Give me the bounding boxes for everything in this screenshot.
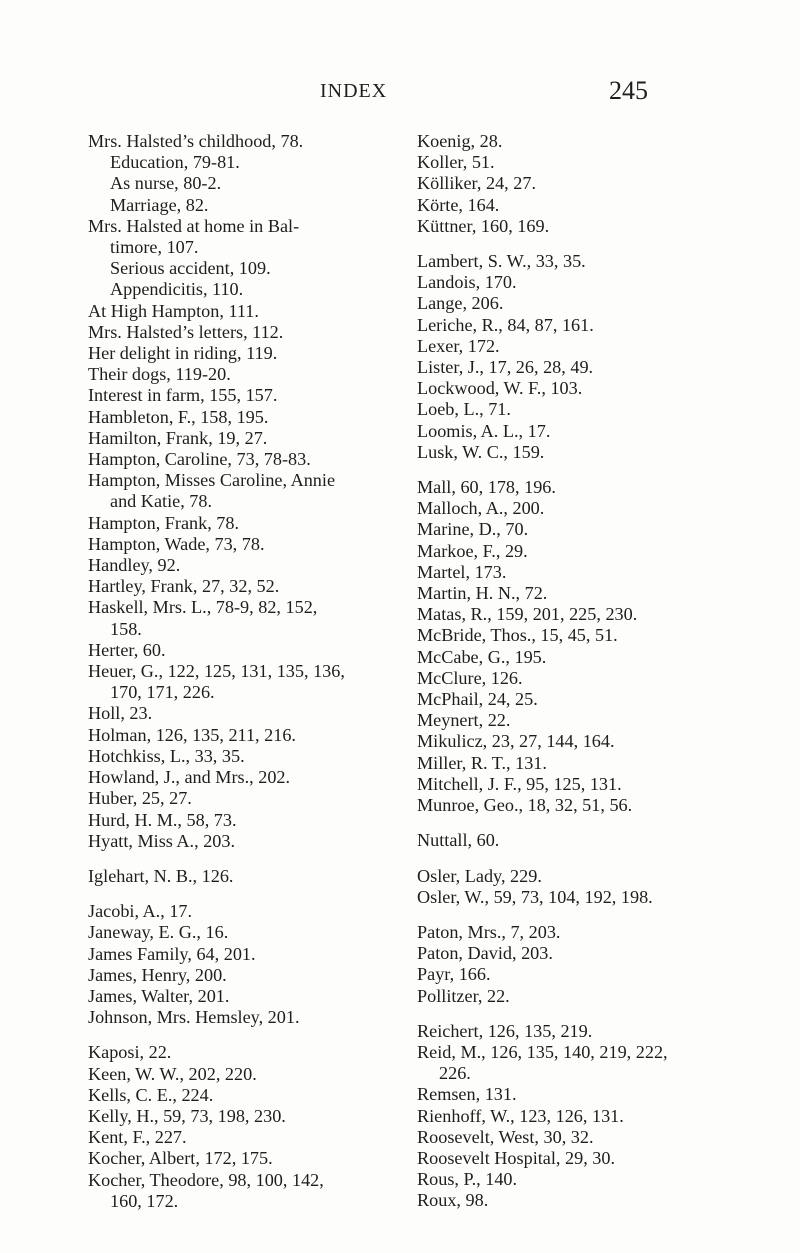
index-entry-line: Mrs. Halsted at home in Bal- (88, 215, 300, 236)
index-entry-line: Mitchell, J. F., 95, 125, 131. (417, 773, 622, 794)
index-entry (417, 647, 727, 668)
index-entry-line: Koenig, 28. (417, 131, 503, 151)
index-entry-line: Roosevelt Hospital, 29, 30. (417, 1147, 616, 1168)
index-entry-line: Janeway, E. G., 16. (88, 922, 229, 943)
index-entry-line: Handley, 92. (88, 555, 181, 576)
index-entry-line: Osler, Lady, 229. (417, 865, 542, 886)
index-entry-line: Miller, R. T., 131. (417, 752, 547, 773)
index-entry-line: Kelly, H., 59, 73, 198, 230. (88, 1105, 286, 1126)
index-entry-line: Kaposi, 22. (88, 1042, 172, 1063)
running-head (0, 76, 800, 106)
index-entry-line: Hampton, Frank, 78. (88, 512, 240, 533)
letter-group-spacer (417, 237, 727, 251)
index-entry-line: Reid, M., 126, 135, 140, 219, 222, (417, 1041, 668, 1062)
index-subentry (88, 279, 398, 300)
index-entry (417, 251, 727, 272)
index-entry-line: McCabe, G., 195. (417, 646, 547, 667)
index-entry (88, 343, 398, 364)
index-entry-line: Mall, 60, 178, 196. (417, 477, 556, 498)
index-entry-line: Leriche, R., 84, 87, 161. (417, 314, 594, 335)
index-entry-line: Hampton, Misses Caroline, Annie (88, 470, 336, 491)
index-entry (88, 746, 398, 767)
index-entry (88, 725, 398, 746)
index-entry (88, 1148, 398, 1169)
index-entry (417, 604, 727, 625)
index-entry (88, 965, 398, 986)
index-entry-line: Loeb, L., 71. (417, 399, 511, 420)
index-entry (417, 922, 727, 943)
index-entry-line: 158. (110, 618, 142, 639)
index-entry-line: Hurd, H. M., 58, 73. (88, 809, 237, 830)
index-entry-line: timore, 107. (110, 237, 199, 258)
index-entry-line: Education, 79-81. (110, 152, 240, 173)
index-entry-line: Loomis, A. L., 17. (417, 420, 551, 441)
index-entry-line: Her delight in riding, 119. (88, 343, 278, 364)
index-column-left (88, 131, 398, 1212)
index-entry-line: McBride, Thos., 15, 45, 51. (417, 625, 618, 646)
index-entry (417, 583, 727, 604)
index-entry (417, 357, 727, 378)
index-entry-line: Mikulicz, 23, 27, 144, 164. (417, 731, 615, 752)
index-entry (417, 1042, 727, 1084)
index-entry-line: Küttner, 160, 169. (417, 215, 550, 236)
index-entry-line: Johnson, Mrs. Hemsley, 201. (88, 1007, 300, 1028)
index-entry (417, 315, 727, 336)
index-entry-line: Kocher, Albert, 172, 175. (88, 1148, 273, 1169)
index-entry-line: Hampton, Caroline, 73, 78-83. (88, 449, 311, 470)
index-entry (88, 703, 398, 724)
index-entry (417, 830, 727, 851)
letter-group-spacer (88, 852, 398, 866)
index-entry (88, 428, 398, 449)
index-entry (417, 887, 727, 908)
index-column-right (417, 131, 727, 1212)
index-entry-line: Koller, 51. (417, 152, 495, 173)
index-entry (88, 534, 398, 555)
index-entry (88, 216, 398, 258)
letter-group-spacer (88, 1028, 398, 1042)
index-entry-line: Roosevelt, West, 30, 32. (417, 1126, 594, 1147)
index-entry-line: Kocher, Theodore, 98, 100, 142, (88, 1169, 324, 1190)
index-entry-line: McPhail, 24, 25. (417, 689, 538, 710)
index-entry (88, 640, 398, 661)
index-entry-line: Malloch, A., 200. (417, 498, 545, 519)
index-entry-line: Lister, J., 17, 26, 28, 49. (417, 357, 594, 378)
index-entry-line: Lockwood, W. F., 103. (417, 378, 583, 399)
index-entry-line: Heuer, G., 122, 125, 131, 135, 136, (88, 661, 345, 682)
index-entry (88, 901, 398, 922)
index-entry (417, 442, 727, 463)
index-entry-line: McClure, 126. (417, 667, 523, 688)
index-entry-line: Hambleton, F., 158, 195. (88, 406, 269, 427)
index-entry-line: James, Walter, 201. (88, 985, 230, 1006)
index-entry (417, 710, 727, 731)
index-entry-line: Rienhoff, W., 123, 126, 131. (417, 1105, 624, 1126)
index-entry (88, 322, 398, 343)
index-entry-line: Howland, J., and Mrs., 202. (88, 767, 291, 788)
index-entry-line: Remsen, 131. (417, 1084, 517, 1105)
index-entry (417, 195, 727, 216)
letter-group-spacer (88, 887, 398, 901)
index-entry-line: Marriage, 82. (110, 194, 209, 215)
index-entry (88, 555, 398, 576)
index-entry (417, 986, 727, 1007)
index-entry-line: Paton, David, 203. (417, 943, 553, 964)
index-entry-line: 226. (439, 1063, 471, 1084)
index-entry (88, 1007, 398, 1028)
index-entry (88, 767, 398, 788)
index-entry (417, 1190, 727, 1211)
index-entry (417, 173, 727, 194)
index-entry-line: Markoe, F., 29. (417, 540, 528, 561)
index-entry-line: Herter, 60. (88, 639, 166, 660)
index-entry-line: Mrs. Halsted’s letters, 112. (88, 321, 284, 342)
index-entry-line: At High Hampton, 111. (88, 300, 259, 321)
index-entry (88, 1106, 398, 1127)
index-entry-line: Lambert, S. W., 33, 35. (417, 251, 586, 272)
index-entry (417, 1106, 727, 1127)
index-entry (88, 1042, 398, 1063)
index-entry-line: Nuttall, 60. (417, 830, 500, 851)
index-entry (417, 795, 727, 816)
index-entry-line: Holman, 126, 135, 211, 216. (88, 724, 296, 745)
index-entry-line: James, Henry, 200. (88, 964, 227, 985)
index-entry (88, 576, 398, 597)
index-entry (417, 731, 727, 752)
index-entry (417, 477, 727, 498)
index-entry (417, 378, 727, 399)
index-entry (88, 470, 398, 512)
index-entry (417, 689, 727, 710)
index-entry-line: Hamilton, Frank, 19, 27. (88, 427, 268, 448)
index-entry (417, 1169, 727, 1190)
index-entry (88, 788, 398, 809)
index-subentry (88, 195, 398, 216)
index-entry-line: Hotchkiss, L., 33, 35. (88, 745, 245, 766)
index-entry-line: Reichert, 126, 135, 219. (417, 1020, 593, 1041)
index-entry (88, 866, 398, 887)
index-entry-line: and Katie, 78. (110, 491, 213, 512)
index-entry (417, 1021, 727, 1042)
index-entry (417, 753, 727, 774)
index-entry-line: Körte, 164. (417, 194, 500, 215)
index-entry-line: Payr, 166. (417, 964, 491, 985)
index-subentry (88, 152, 398, 173)
index-entry (88, 1170, 398, 1212)
index-entry-line: 170, 171, 226. (110, 682, 215, 703)
index-entry-line: Hampton, Wade, 73, 78. (88, 533, 265, 554)
index-entry (417, 336, 727, 357)
index-entry (88, 1085, 398, 1106)
index-entry (88, 364, 398, 385)
index-entry (88, 986, 398, 1007)
index-entry (88, 301, 398, 322)
index-entry-line: Landois, 170. (417, 272, 517, 293)
index-entry-line: Martel, 173. (417, 561, 507, 582)
index-entry-line: Interest in farm, 155, 157. (88, 385, 278, 406)
index-entry (88, 1127, 398, 1148)
index-entry (417, 668, 727, 689)
index-entry (88, 131, 398, 152)
index-entry (88, 597, 398, 639)
index-entry-line: Hyatt, Miss A., 203. (88, 830, 236, 851)
index-entry (88, 944, 398, 965)
index-entry-line: Serious accident, 109. (110, 258, 271, 279)
index-entry-line: Paton, Mrs., 7, 203. (417, 921, 561, 942)
index-entry (417, 272, 727, 293)
index-entry-line: Lange, 206. (417, 293, 504, 314)
index-entry (88, 661, 398, 703)
letter-group-spacer (417, 908, 727, 922)
index-entry (417, 541, 727, 562)
index-entry-line: Munroe, Geo., 18, 32, 51, 56. (417, 795, 633, 816)
index-entry (88, 922, 398, 943)
index-entry (417, 1084, 727, 1105)
running-head-title: INDEX (320, 80, 388, 102)
index-entry (417, 216, 727, 237)
index-entry-line: Keen, W. W., 202, 220. (88, 1063, 257, 1084)
letter-group-spacer (417, 816, 727, 830)
index-entry-line: Roux, 98. (417, 1190, 489, 1211)
index-entry (88, 831, 398, 852)
index-entry (417, 866, 727, 887)
index-entry-line: Iglehart, N. B., 126. (88, 865, 234, 886)
letter-group-spacer (417, 463, 727, 477)
index-entry (417, 943, 727, 964)
index-entry-line: Jacobi, A., 17. (88, 901, 193, 922)
index-entry-line: Lusk, W. C., 159. (417, 441, 545, 462)
index-entry-line: Lexer, 172. (417, 335, 500, 356)
index-entry (88, 1064, 398, 1085)
index-entry-line: Marine, D., 70. (417, 519, 529, 540)
index-entry-line: Kells, C. E., 224. (88, 1084, 214, 1105)
index-entry (417, 964, 727, 985)
index-entry (417, 293, 727, 314)
letter-group-spacer (417, 1007, 727, 1021)
index-entry-line: Meynert, 22. (417, 710, 511, 731)
index-entry-line: James Family, 64, 201. (88, 943, 256, 964)
index-entry (417, 1148, 727, 1169)
index-entry-line: Kölliker, 24, 27. (417, 173, 536, 194)
letter-group-spacer (417, 852, 727, 866)
index-entry (417, 152, 727, 173)
index-entry-line: Matas, R., 159, 201, 225, 230. (417, 604, 638, 625)
index-entry-line: Hartley, Frank, 27, 32, 52. (88, 576, 280, 597)
index-subentry (88, 258, 398, 279)
index-entry-line: Appendicitis, 110. (110, 279, 244, 300)
index-entry (88, 407, 398, 428)
index-entry (417, 421, 727, 442)
index-entry-line: Haskell, Mrs. L., 78-9, 82, 152, (88, 597, 318, 618)
index-entry (417, 131, 727, 152)
index-entry (417, 498, 727, 519)
index-entry (417, 1127, 727, 1148)
index-entry-line: Martin, H. N., 72. (417, 583, 548, 604)
index-subentry (88, 173, 398, 194)
index-entry-line: 160, 172. (110, 1190, 179, 1211)
index-entry (417, 399, 727, 420)
index-entry-line: Osler, W., 59, 73, 104, 192, 198. (417, 886, 653, 907)
index-entry (88, 810, 398, 831)
index-entry (417, 519, 727, 540)
page-number: 245 (609, 76, 648, 105)
index-entry-line: Their dogs, 119-20. (88, 364, 231, 385)
index-entry (88, 385, 398, 406)
index-entry-line: Pollitzer, 22. (417, 985, 510, 1006)
index-entry-line: Mrs. Halsted’s childhood, 78. (88, 131, 304, 151)
index-entry-line: Kent, F., 227. (88, 1127, 187, 1148)
index-entry-line: Holl, 23. (88, 703, 153, 724)
index-entry-line: As nurse, 80-2. (110, 173, 222, 194)
index-entry-line: Huber, 25, 27. (88, 788, 192, 809)
index-entry (417, 562, 727, 583)
index-entry-line: Rous, P., 140. (417, 1169, 518, 1190)
index-entry (88, 513, 398, 534)
index-entry (88, 449, 398, 470)
index-entry (417, 625, 727, 646)
index-entry (417, 774, 727, 795)
